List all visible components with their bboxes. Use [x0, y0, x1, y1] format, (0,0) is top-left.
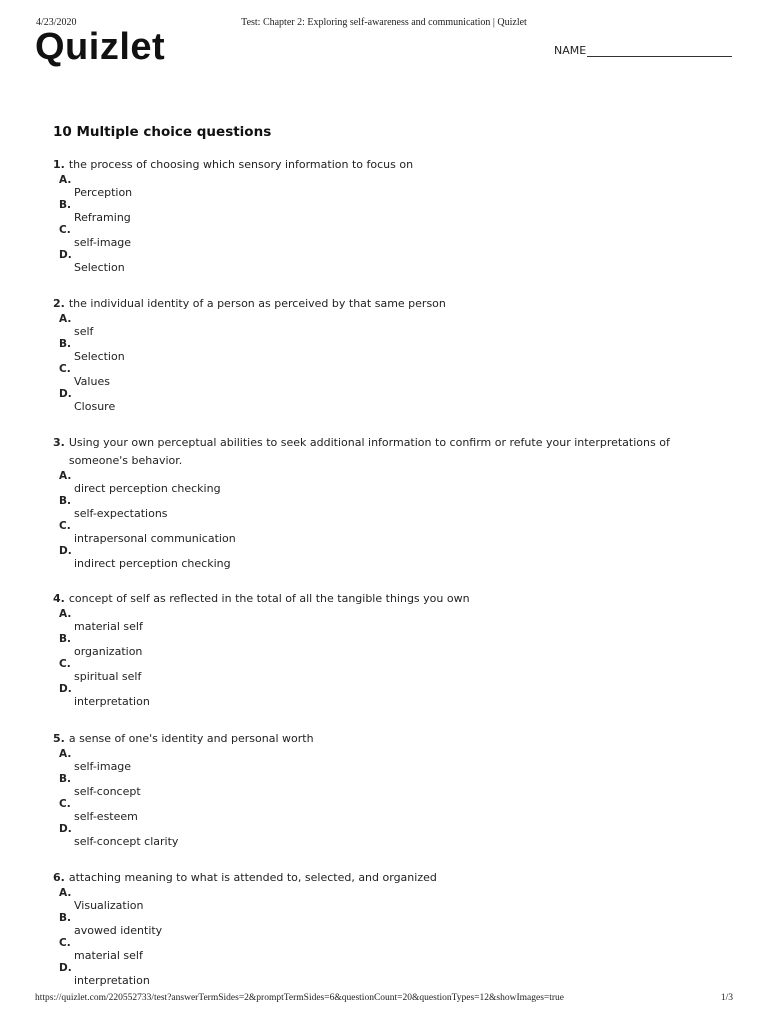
option-text: interpretation — [74, 974, 150, 987]
option-text: Selection — [74, 261, 125, 274]
option-text: Closure — [74, 400, 116, 413]
option-letter: C. — [59, 658, 71, 670]
option-letter: C. — [59, 937, 71, 949]
question-number: 2. — [53, 297, 65, 310]
option-text: material self — [74, 620, 143, 633]
question-number: 6. — [53, 871, 65, 884]
option-text: organization — [74, 645, 143, 658]
option-letter: A. — [59, 887, 72, 899]
section-title: 10 Multiple choice questions — [53, 124, 272, 140]
option-letter: C. — [59, 363, 71, 375]
name-label: NAME — [554, 44, 587, 57]
option-letter: C. — [59, 224, 71, 236]
question — [53, 590, 709, 708]
option-letter: B. — [59, 199, 71, 211]
option-text: self-esteem — [74, 810, 138, 823]
footer-url: https://quizlet.com/220552733/test?answerTermSides=2&promptTermSides=6&questionCount=20&questionTypes=12&showImages=true — [35, 993, 565, 1003]
option-letter: D. — [59, 683, 72, 695]
option-text: self-concept clarity — [74, 835, 179, 848]
question — [53, 295, 709, 413]
option-letter: C. — [59, 520, 71, 532]
option-text: Values — [74, 375, 110, 388]
option-text: self — [74, 325, 94, 338]
option-text: intrapersonal communication — [74, 532, 236, 545]
name-line — [587, 43, 732, 57]
question-text: the process of choosing which sensory information to focus on — [68, 158, 414, 171]
question — [53, 730, 709, 848]
option-letter: B. — [59, 338, 71, 350]
question-text: Using your own perceptual abilities to seek additional information to confirm or refute your interpretations of someone's behavior. — [68, 436, 670, 467]
question-text: attaching meaning to what is attended to, selected, and organized — [68, 871, 437, 884]
option-text: Visualization — [74, 899, 144, 912]
option-text: self-expectations — [74, 507, 168, 520]
option-text: self-image — [74, 236, 132, 249]
question-number: 1. — [53, 158, 65, 171]
question — [53, 434, 709, 570]
option-letter: D. — [59, 249, 72, 261]
option-letter: B. — [59, 773, 71, 785]
question-number: 3. — [53, 436, 65, 449]
question-text: concept of self as reflected in the total of all the tangible things you own — [68, 592, 470, 605]
print-title: Test: Chapter 2: Exploring self-awareness and communication | Quizlet — [241, 17, 527, 28]
option-text: self-concept — [74, 785, 141, 798]
option-letter: A. — [59, 748, 72, 760]
question-number: 5. — [53, 732, 65, 745]
option-letter: D. — [59, 962, 72, 974]
option-letter: A. — [59, 470, 72, 482]
option-text: self-image — [74, 760, 132, 773]
option-text: material self — [74, 949, 143, 962]
question — [53, 869, 709, 987]
question-text: the individual identity of a person as perceived by that same person — [68, 297, 446, 310]
option-letter: D. — [59, 388, 72, 400]
option-text: Perception — [74, 186, 133, 199]
option-letter: A. — [59, 608, 72, 620]
option-text: direct perception checking — [74, 482, 221, 495]
option-letter: B. — [59, 633, 71, 645]
option-letter: B. — [59, 912, 71, 924]
option-text: indirect perception checking — [74, 557, 231, 570]
option-letter: D. — [59, 823, 72, 835]
question — [53, 156, 709, 274]
name-field — [554, 43, 732, 57]
option-letter: D. — [59, 545, 72, 557]
option-text: spiritual self — [74, 670, 142, 683]
option-text: Reframing — [74, 211, 131, 224]
option-letter: B. — [59, 495, 71, 507]
print-date: 4/23/2020 — [36, 17, 77, 28]
option-text: interpretation — [74, 695, 150, 708]
footer-page-number: 1/3 — [720, 993, 733, 1003]
option-letter: A. — [59, 174, 72, 186]
option-letter: A. — [59, 313, 72, 325]
option-text: Selection — [74, 350, 125, 363]
question-text: a sense of one's identity and personal worth — [68, 732, 314, 745]
option-letter: C. — [59, 798, 71, 810]
option-text: avowed identity — [74, 924, 163, 937]
question-number: 4. — [53, 592, 65, 605]
quizlet-logo: Quizlet — [35, 26, 166, 68]
